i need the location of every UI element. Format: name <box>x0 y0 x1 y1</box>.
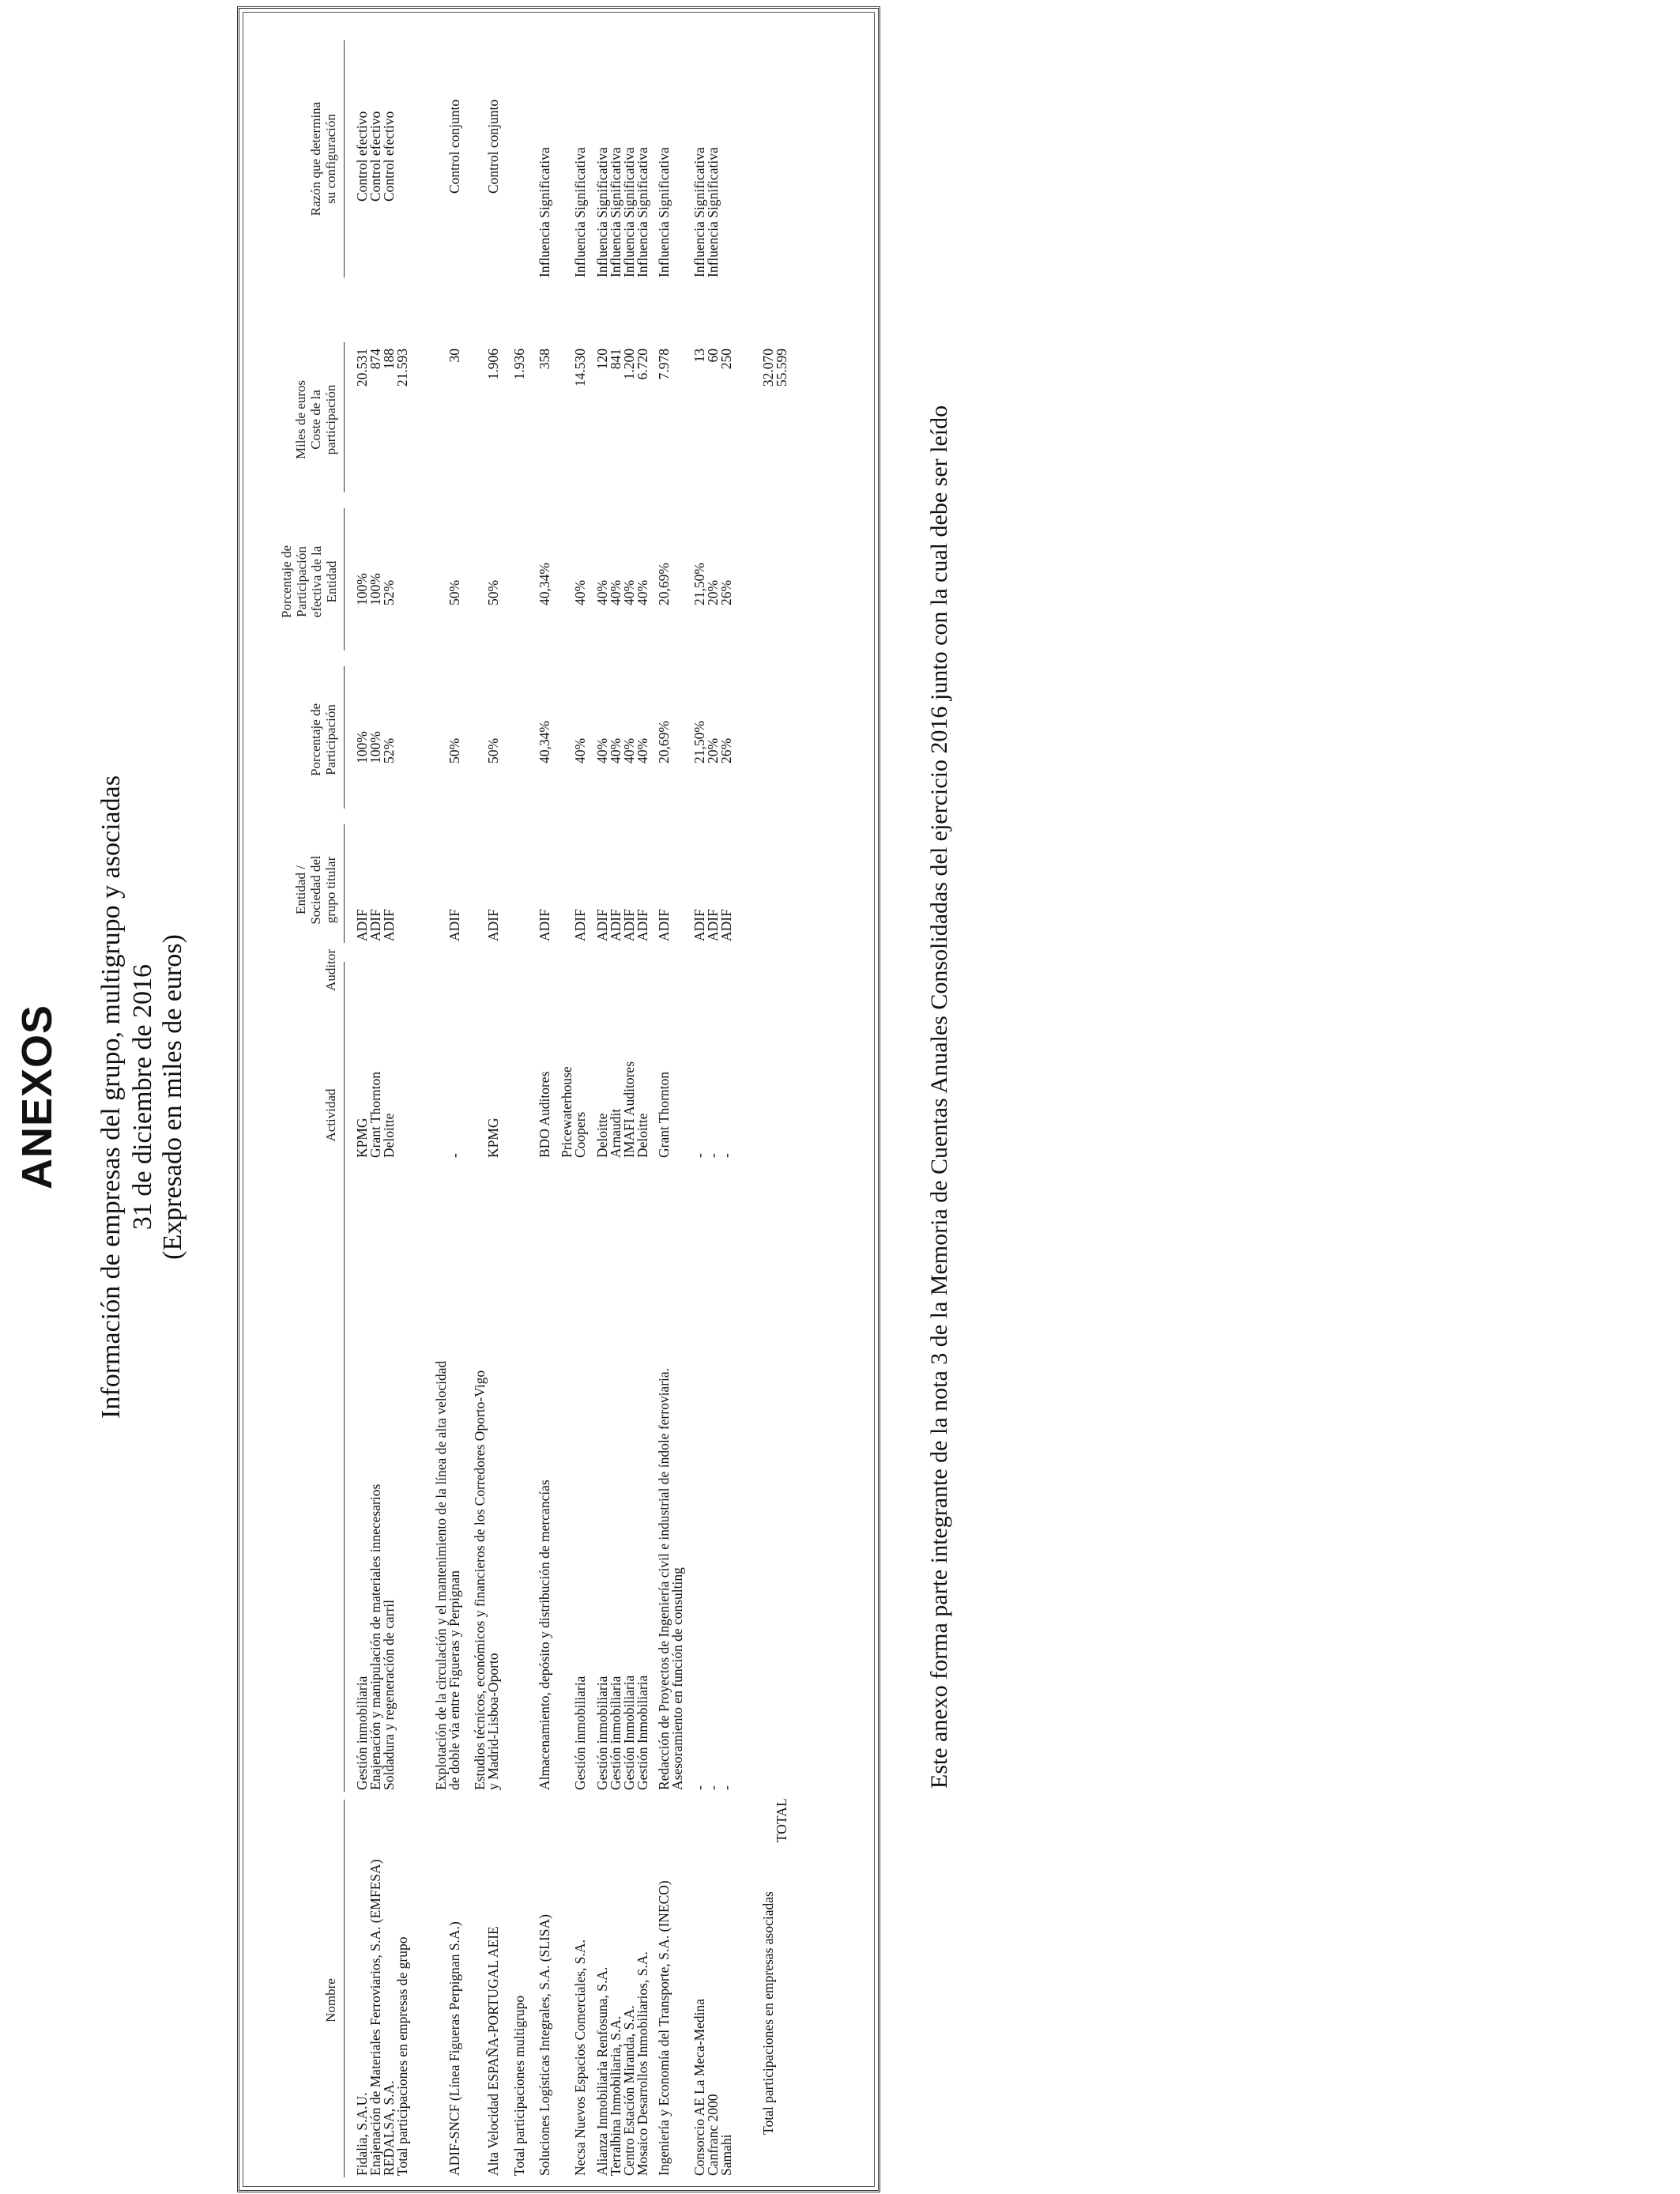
cell-actividad: - <box>691 1785 707 1790</box>
cell-porcentaje: 40% <box>621 737 637 763</box>
cell-auditor: Deloitte <box>381 1113 397 1158</box>
cell-nombre: REDALSA, S.A. <box>381 2080 397 2176</box>
header-coste-l2: Coste de la <box>308 390 323 450</box>
cell-razon: Influencia Significativa <box>594 147 610 277</box>
cell-nombre: Alianza Inmobiliaria Renfosuna, S.A. <box>594 1966 610 2176</box>
cell-porcentaje-efectivo: 40% <box>608 579 623 605</box>
cell-porcentaje: 40,34% <box>537 721 552 763</box>
cell-auditor: Grant Thornton <box>656 1071 672 1158</box>
cell-entidad: ADIF <box>381 909 397 941</box>
cell-razon: Influencia Significativa <box>691 147 707 277</box>
cell-porcentaje-efectivo: 50% <box>446 579 462 605</box>
header-rule-nombre <box>344 1800 345 2177</box>
cell-actividad: - <box>718 1785 734 1790</box>
header-coste <box>293 341 338 499</box>
cell-razon: Control efectivo <box>354 111 370 202</box>
cell-nombre: Samahi <box>718 2134 734 2176</box>
cell-entidad: ADIF <box>718 909 734 941</box>
cell-razon: Influencia Significativa <box>572 147 588 277</box>
cell-razon: Influencia Significativa <box>537 147 552 277</box>
cell-actividad: Enajenación y manipulación de materiales innecesarios <box>367 1483 383 1790</box>
cell-actividad: Gestión Inmobiliaria <box>621 1675 637 1790</box>
cell-porcentaje: 50% <box>446 737 462 763</box>
page-subtitle: Información de empresas del grupo, multigrupo y asociadas <box>96 775 126 1419</box>
cell-porcentaje-efectivo: 40,34% <box>537 563 552 605</box>
header-actividad: Actividad <box>323 1088 338 1142</box>
cell-nombre: Enajenación de Materiales Ferroviarios, S.A. (EMFESA) <box>367 1859 383 2176</box>
cell-coste: 250 <box>718 349 734 370</box>
cell-coste: 874 <box>367 349 383 370</box>
cell-porcentaje-efectivo: 52% <box>381 579 397 605</box>
header-porcentaje-efectivo <box>279 507 339 657</box>
cell-razon: Control efectivo <box>367 111 383 202</box>
cell-coste: 188 <box>381 349 397 370</box>
cell-porcentaje-efectivo: 40% <box>621 579 637 605</box>
cell-actividad: Estudios técnicos, económicos y financieros de los Corredores Oporto-Vigo <box>472 1370 488 1790</box>
cell-actividad: Redacción de Proyectos de Ingeniería civil e industrial de índole ferroviaria. <box>656 1367 672 1790</box>
cell-porcentaje-efectivo: 20,69% <box>656 563 672 605</box>
cell-nombre: Total participaciones multigrupo <box>511 1995 527 2176</box>
cell-nombre: Canfranc 2000 <box>705 2094 721 2176</box>
cell-nombre: Total participaciones en empresas de grupo <box>394 1936 410 2176</box>
header-porcentaje-efectivo-l2: Participación <box>294 546 309 617</box>
cell-porcentaje: 100% <box>354 731 370 763</box>
cell-porcentaje: 21,50% <box>691 721 707 763</box>
header-nombre: Nombre <box>323 1978 338 2022</box>
cell-nombre: ADIF-SNCF (Línea Figueras Perpignan S.A.) <box>446 1921 462 2176</box>
header-entidad-l1: Entidad / <box>293 865 308 914</box>
header-rule-auditor <box>344 968 345 1163</box>
total-asociadas-label: Total participaciones en empresas asociadas <box>760 1891 776 2135</box>
cell-entidad: ADIF <box>635 909 650 941</box>
cell-entidad: ADIF <box>594 909 610 941</box>
cell-entidad: ADIF <box>608 909 623 941</box>
cell-entidad: ADIF <box>691 909 707 941</box>
page-units: (Expresado en miles de euros) <box>158 934 187 1260</box>
cell-coste: 14.530 <box>572 349 588 387</box>
cell-entidad: ADIF <box>446 909 462 941</box>
header-rule-razon <box>344 40 345 277</box>
cell-coste: 7.978 <box>656 349 672 380</box>
table-frame <box>237 6 880 2192</box>
cell-coste: 20.531 <box>354 349 370 387</box>
cell-razon: Control conjunto <box>446 99 462 194</box>
cell-nombre: Centro Estación Miranda, S.A. <box>621 2005 637 2176</box>
cell-nombre: Consorcio AE La Meca-Medina <box>691 1998 707 2176</box>
header-entidad-l3: grupo titular <box>323 856 338 924</box>
cell-porcentaje: 100% <box>367 731 383 763</box>
cell-porcentaje-efectivo: 100% <box>367 573 383 605</box>
cell-porcentaje: 40% <box>608 737 623 763</box>
cell-auditor: KPMG <box>354 1118 370 1158</box>
cell-coste: 6.720 <box>635 349 650 380</box>
header-rule-entidad <box>344 824 345 943</box>
cell-actividad: Gestión inmobiliaria <box>594 1676 610 1790</box>
cell-auditor-cont: Coopers <box>572 1111 588 1158</box>
header-porcentaje-efectivo-l4: Entidad <box>324 560 339 603</box>
cell-auditor: - <box>691 1153 707 1158</box>
cell-razon: Influencia Significativa <box>705 147 721 277</box>
cell-porcentaje: 20,69% <box>656 721 672 763</box>
cell-coste: 21.593 <box>394 349 410 387</box>
cell-coste: 1.200 <box>621 349 637 380</box>
cell-porcentaje: 40% <box>635 737 650 763</box>
cell-porcentaje: 50% <box>485 737 501 763</box>
cell-actividad: Soldadura y regeneración de carril <box>381 1600 397 1790</box>
total-label: TOTAL <box>774 1798 789 1842</box>
page-date: 31 de diciembre de 2016 <box>128 963 157 1231</box>
header-auditor: Auditor <box>323 949 338 991</box>
cell-porcentaje-efectivo: 26% <box>718 579 734 605</box>
cell-coste: 358 <box>537 349 552 370</box>
cell-actividad: Gestión inmobiliaria <box>572 1676 588 1790</box>
cell-porcentaje-efectivo: 100% <box>354 573 370 605</box>
cell-actividad: Gestión inmobiliaria <box>608 1676 623 1790</box>
cell-nombre: Mosaico Desarrollos Inmobiliarios, S.A. <box>635 1951 650 2176</box>
header-porcentaje-l1: Porcentaje de <box>308 703 323 777</box>
cell-nombre: Terralbina Inmobiliaria, S.A. <box>608 2015 623 2176</box>
cell-razon: Control efectivo <box>381 111 397 202</box>
header-coste-l1: Miles de euros <box>293 379 308 460</box>
cell-porcentaje-efectivo: 40% <box>594 579 610 605</box>
cell-auditor: KPMG <box>485 1118 501 1158</box>
cell-coste: 60 <box>705 349 721 363</box>
cell-auditor: - <box>446 1153 462 1158</box>
header-rule-coste <box>344 342 345 492</box>
cell-coste: 1.906 <box>485 349 501 380</box>
header-rule-porcentaje <box>344 666 345 809</box>
cell-entidad: ADIF <box>705 909 721 941</box>
cell-coste: 120 <box>594 349 610 370</box>
cell-porcentaje: 40% <box>594 737 610 763</box>
total-asociadas-value: 32.070 <box>760 349 776 387</box>
cell-entidad: ADIF <box>621 909 637 941</box>
cell-actividad: Gestión Inmobiliaria <box>635 1675 650 1790</box>
cell-razon: Influencia Significativa <box>635 147 650 277</box>
cell-nombre: Ingeniería y Economía del Transporte, S.A. (INECO) <box>656 1880 672 2176</box>
page-title: ANEXOS <box>13 1004 61 1190</box>
cell-auditor: Arnaudit <box>608 1108 623 1158</box>
cell-auditor: - <box>705 1153 721 1158</box>
cell-razon: Influencia Significativa <box>608 147 623 277</box>
cell-auditor: Pricewaterhouse <box>559 1066 574 1158</box>
cell-porcentaje: 40% <box>572 737 588 763</box>
header-porcentaje-l2: Participación <box>323 704 338 775</box>
cell-actividad: Almacenamiento, depósito y distribución de mercancías <box>537 1480 552 1790</box>
cell-porcentaje-efectivo: 20% <box>705 579 721 605</box>
cell-porcentaje-efectivo: 21,50% <box>691 563 707 605</box>
total-value: 55.599 <box>774 349 789 387</box>
header-entidad <box>293 823 338 957</box>
cell-razon: Influencia Significativa <box>656 147 672 277</box>
cell-porcentaje-efectivo: 40% <box>572 579 588 605</box>
header-coste-l3: participación <box>323 384 338 455</box>
header-entidad-l2: Sociedad del <box>308 855 323 925</box>
cell-porcentaje-efectivo: 50% <box>485 579 501 605</box>
header-porcentaje-efectivo-l3: efectiva de la <box>309 545 324 618</box>
cell-auditor: Deloitte <box>594 1113 610 1158</box>
cell-coste: 841 <box>608 349 623 370</box>
cell-porcentaje: 20% <box>705 737 721 763</box>
cell-coste: 1.936 <box>511 349 527 380</box>
cell-porcentaje: 26% <box>718 737 734 763</box>
cell-auditor: Deloitte <box>635 1113 650 1158</box>
cell-razon: Influencia Significativa <box>621 147 637 277</box>
cell-auditor: BDO Auditores <box>537 1071 552 1158</box>
cell-actividad: - <box>705 1785 721 1790</box>
cell-entidad: ADIF <box>354 909 370 941</box>
cell-nombre: Soluciones Logísticas Integrales, S.A. (SLISA) <box>537 1914 552 2176</box>
cell-nombre: Necsa Nuevos Espacios Comerciales, S.A. <box>572 1940 588 2176</box>
cell-entidad: ADIF <box>572 909 588 941</box>
cell-coste: 13 <box>691 349 707 363</box>
cell-entidad: ADIF <box>656 909 672 941</box>
cell-auditor: Grant Thornton <box>367 1071 383 1158</box>
cell-entidad: ADIF <box>537 909 552 941</box>
cell-porcentaje-efectivo: 40% <box>635 579 650 605</box>
cell-actividad-cont: y Madrid-Lisboa-Oporto <box>485 1653 501 1790</box>
footer-note: Este anexo forma parte integrante de la nota 3 de la Memoria de Cuentas Anuales Consolidadas del ejercicio 2016 junto con la cual debe ser leído <box>926 405 952 1789</box>
header-razon <box>308 40 338 277</box>
header-razon-l2: su configuración <box>323 114 338 204</box>
cell-coste: 30 <box>446 349 462 363</box>
cell-nombre: Fidalia, S.A.U. <box>354 2092 370 2176</box>
header-porcentaje-efectivo-l1: Porcentaje de <box>279 545 294 619</box>
cell-nombre: Alta Velocidad ESPAÑA-PORTUGAL AEIE <box>485 1926 501 2176</box>
cell-actividad-cont: Asesoramiento en función de consulting <box>669 1567 685 1790</box>
header-razon-l1: Razón que determina <box>308 101 323 217</box>
cell-actividad: Gestión inmobiliaria <box>354 1676 370 1790</box>
header-porcentaje <box>308 665 338 815</box>
cell-auditor: - <box>718 1153 734 1158</box>
header-rule-efectiva <box>344 508 345 650</box>
cell-entidad: ADIF <box>485 909 501 941</box>
cell-actividad: Explotación de la circulación y el mantenimiento de la línea de alta velocidad <box>433 1360 449 1790</box>
cell-razon: Control conjunto <box>485 99 501 194</box>
cell-porcentaje: 52% <box>381 737 397 763</box>
cell-entidad: ADIF <box>367 909 383 941</box>
cell-actividad-cont: de doble vía entre Figueras y Perpignan <box>446 1570 462 1790</box>
cell-auditor: IMAFI Auditores <box>621 1061 637 1158</box>
